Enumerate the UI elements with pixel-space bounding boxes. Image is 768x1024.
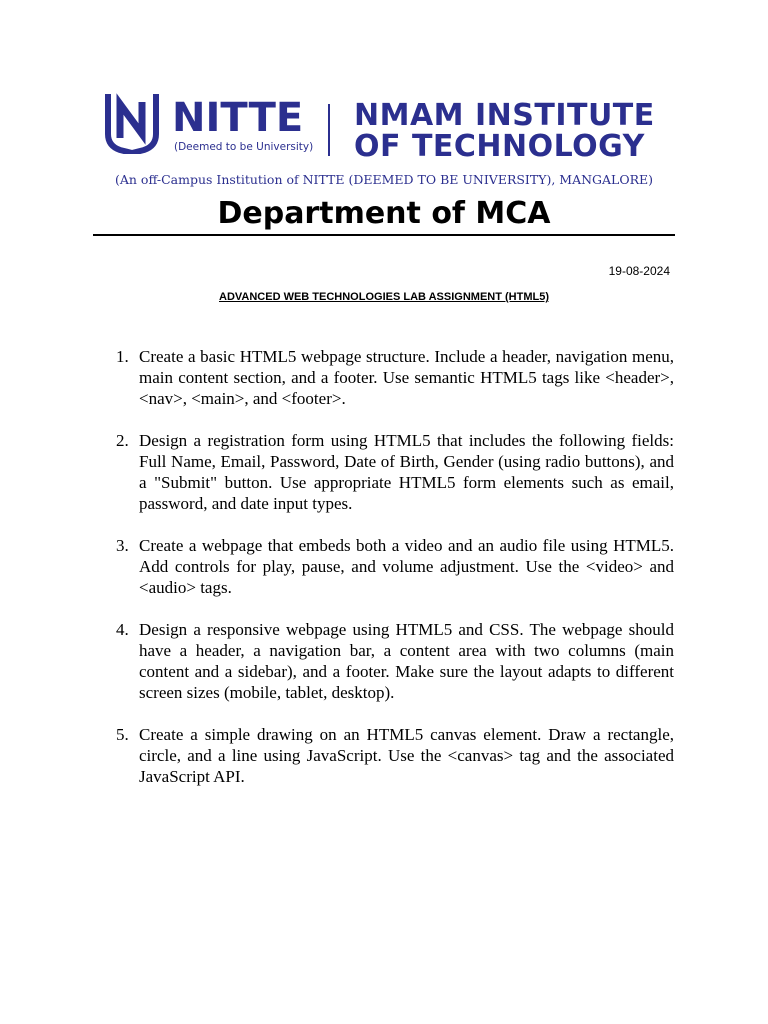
header-rule [93,234,675,236]
task-item [110,430,674,514]
assignment-title: ADVANCED WEB TECHNOLOGIES LAB ASSIGNMENT (HTML5) [219,291,549,303]
institute-name [354,100,655,162]
task-item [110,535,674,598]
task-number: 2. [116,431,129,450]
task-list [110,346,674,808]
task-text: Create a simple drawing on an HTML5 canvas element. Draw a rectangle, circle, and a line using JavaScript. Use the <canvas> tag and the associated JavaScript API. [139,725,674,786]
nitte-logo-icon [104,90,160,154]
logo-divider [328,104,330,156]
task-text: Create a webpage that embeds both a video and an audio file using HTML5. Add controls for play, pause, and volume adjustment. Use the <video> and <audio> tags. [139,536,674,597]
institute-name-line1: NMAM INSTITUTE [354,98,655,133]
department-title: Department of MCA [217,196,551,231]
nitte-wordmark: NITTE [172,95,304,141]
offcampus-note: (An off-Campus Institution of NITTE (DEEMED TO BE UNIVERSITY), MANGALORE) [114,172,654,187]
task-number: 5. [116,725,129,744]
task-item [110,619,674,703]
task-text: Create a basic HTML5 webpage structure. Include a header, navigation menu, main content section, and a footer. Use semantic HTML5 tags like <header>, <nav>, <main>, and <footer>. [139,347,674,408]
task-item [110,724,674,787]
institute-name-line2: OF TECHNOLOGY [354,129,645,164]
letterhead-logo [104,90,674,162]
task-number: 3. [116,536,129,555]
task-number: 1. [116,347,129,366]
task-item [110,346,674,409]
task-number: 4. [116,620,129,639]
nitte-subtitle: (Deemed to be University) [174,141,314,153]
document-date: 19-08-2024 [608,264,670,278]
task-text: Design a registration form using HTML5 that includes the following fields: Full Name, Email, Password, Date of Birth, Gender (using radio buttons), and a "Submit" button. Use appropriate HTML5 form elements such as email, password, and date input types. [139,431,674,513]
task-text: Design a responsive webpage using HTML5 and CSS. The webpage should have a header, a navigation bar, a content area with two columns (main content and a sidebar), and a footer. Make sure the layout adapts to different screen sizes (mobile, tablet, desktop). [139,620,674,702]
